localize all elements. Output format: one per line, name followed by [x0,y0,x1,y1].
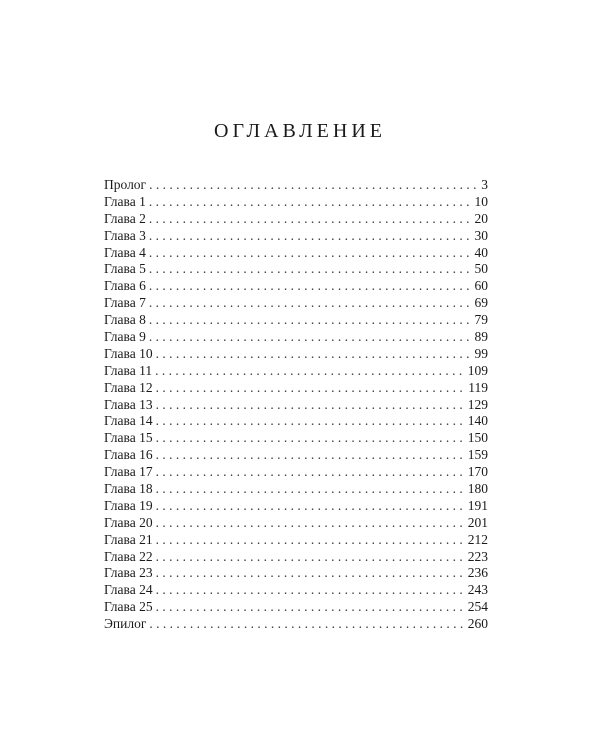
toc-entry[interactable] [104,515,488,532]
toc-entry-page-number: 223 [467,548,488,564]
toc-dot-leader [156,346,471,363]
toc-entry-page-number: 40 [474,244,488,260]
toc-entry-label: Глава 11 [104,362,153,378]
toc-entry-page-number: 30 [474,227,488,243]
toc-entry[interactable] [104,549,488,566]
toc-entry-label: Глава 22 [104,548,153,564]
toc-entry-label: Глава 23 [104,565,153,581]
toc-entry-page-number: 129 [467,396,488,412]
toc-entry-page-number: 170 [467,464,488,480]
toc-entry-label: Глава 17 [104,464,153,480]
toc-entry-page-number: 119 [468,379,488,395]
toc-entry-label: Глава 19 [104,497,153,513]
toc-entry-page-number: 69 [474,295,488,311]
toc-dot-leader [149,261,471,278]
toc-entry-page-number: 150 [467,430,488,446]
toc-dot-leader [149,245,471,262]
toc-entry[interactable] [104,397,488,414]
toc-dot-leader [149,616,463,633]
toc-entry[interactable] [104,363,488,380]
toc-entry-page-number: 236 [467,565,488,581]
toc-entry-page-number: 159 [467,447,488,463]
toc-dot-leader [149,295,471,312]
toc-dot-leader [156,582,464,599]
toc-dot-leader [149,329,471,346]
toc-entry[interactable] [104,430,488,447]
toc-entry-page-number: 180 [467,481,488,497]
toc-entry-label: Глава 5 [104,261,146,277]
toc-entry-page-number: 201 [467,514,488,530]
toc-dot-leader [156,397,464,414]
toc-entry-label: Глава 12 [104,379,153,395]
toc-entry[interactable] [104,329,488,346]
toc-dot-leader [155,363,464,380]
toc-entry-label: Глава 21 [104,531,153,547]
toc-entry[interactable] [104,380,488,397]
toc-entry[interactable] [104,565,488,582]
toc-entry-label: Глава 2 [104,210,146,226]
toc-entry-page-number: 20 [474,210,488,226]
toc-entry-page-number: 79 [474,312,488,328]
toc-entry[interactable] [104,582,488,599]
toc-entry-label: Глава 16 [104,447,153,463]
toc-entry[interactable] [104,211,488,228]
toc-entry[interactable] [104,447,488,464]
toc-dot-leader [156,430,464,447]
toc-entry-label: Глава 20 [104,514,153,530]
toc-entry-page-number: 89 [474,329,488,345]
toc-entry[interactable] [104,261,488,278]
toc-entry-page-number: 60 [474,278,488,294]
toc-entry-label: Глава 8 [104,312,146,328]
toc-dot-leader [149,177,477,194]
toc-entry[interactable] [104,413,488,430]
toc-dot-leader [149,278,471,295]
toc-entry-label: Глава 3 [104,227,146,243]
toc-dot-leader [156,380,465,397]
toc-dot-leader [149,312,471,329]
toc-dot-leader [156,447,464,464]
toc-entry-page-number: 254 [467,599,488,615]
toc-entry-page-number: 212 [467,531,488,547]
toc-entry-page-number: 3 [481,177,488,192]
toc-dot-leader [156,549,464,566]
toc-entry-page-number: 50 [474,261,488,277]
toc-entry-page-number: 260 [467,616,488,632]
toc-dot-leader [156,515,464,532]
toc-entry-label: Глава 6 [104,278,146,294]
toc-entry[interactable] [104,295,488,312]
toc-entry-label: Глава 9 [104,329,146,345]
toc-entry[interactable] [104,312,488,329]
toc-entry[interactable] [104,228,488,245]
toc-dot-leader [149,211,471,228]
toc-entry-page-number: 243 [467,582,488,598]
toc-entry-label: Глава 7 [104,295,146,311]
toc-entry-label: Глава 10 [104,345,153,361]
toc-dot-leader [149,228,471,245]
toc-dot-leader [156,464,464,481]
toc-entry-page-number: 191 [467,497,488,513]
toc-dot-leader [156,532,464,549]
toc-entry[interactable] [104,498,488,515]
toc-entry-label: Глава 15 [104,430,153,446]
page-title: ОГЛАВЛЕНИЕ [214,120,386,142]
toc-entry[interactable] [104,464,488,481]
toc-dot-leader [156,599,464,616]
toc-dot-leader [149,194,471,211]
toc-entry-label: Глава 4 [104,244,146,260]
toc-entry[interactable] [104,346,488,363]
table-of-contents [104,177,488,633]
toc-entry-page-number: 99 [474,345,488,361]
toc-entry[interactable] [104,481,488,498]
toc-entry-label: Глава 25 [104,599,153,615]
toc-entry-label: Пролог [104,177,147,192]
toc-entry[interactable] [104,194,488,211]
toc-dot-leader [156,565,464,582]
toc-entry-label: Глава 1 [104,193,146,209]
toc-entry[interactable] [104,278,488,295]
toc-entry-label: Глава 18 [104,481,153,497]
toc-entry-label: Глава 14 [104,413,153,429]
toc-entry-label: Глава 13 [104,396,153,412]
toc-entry[interactable] [104,599,488,616]
toc-entry-label: Глава 24 [104,582,153,598]
toc-dot-leader [156,413,464,430]
toc-entry[interactable] [104,245,488,262]
toc-dot-leader [156,481,464,498]
toc-entry[interactable] [104,532,488,549]
toc-entry[interactable] [104,616,488,633]
toc-dot-leader [156,498,464,515]
toc-entry[interactable] [104,177,488,194]
toc-entry-label: Эпилог [104,616,147,632]
toc-entry-page-number: 109 [467,362,488,378]
toc-entry-page-number: 10 [474,193,488,209]
toc-entry-page-number: 140 [467,413,488,429]
